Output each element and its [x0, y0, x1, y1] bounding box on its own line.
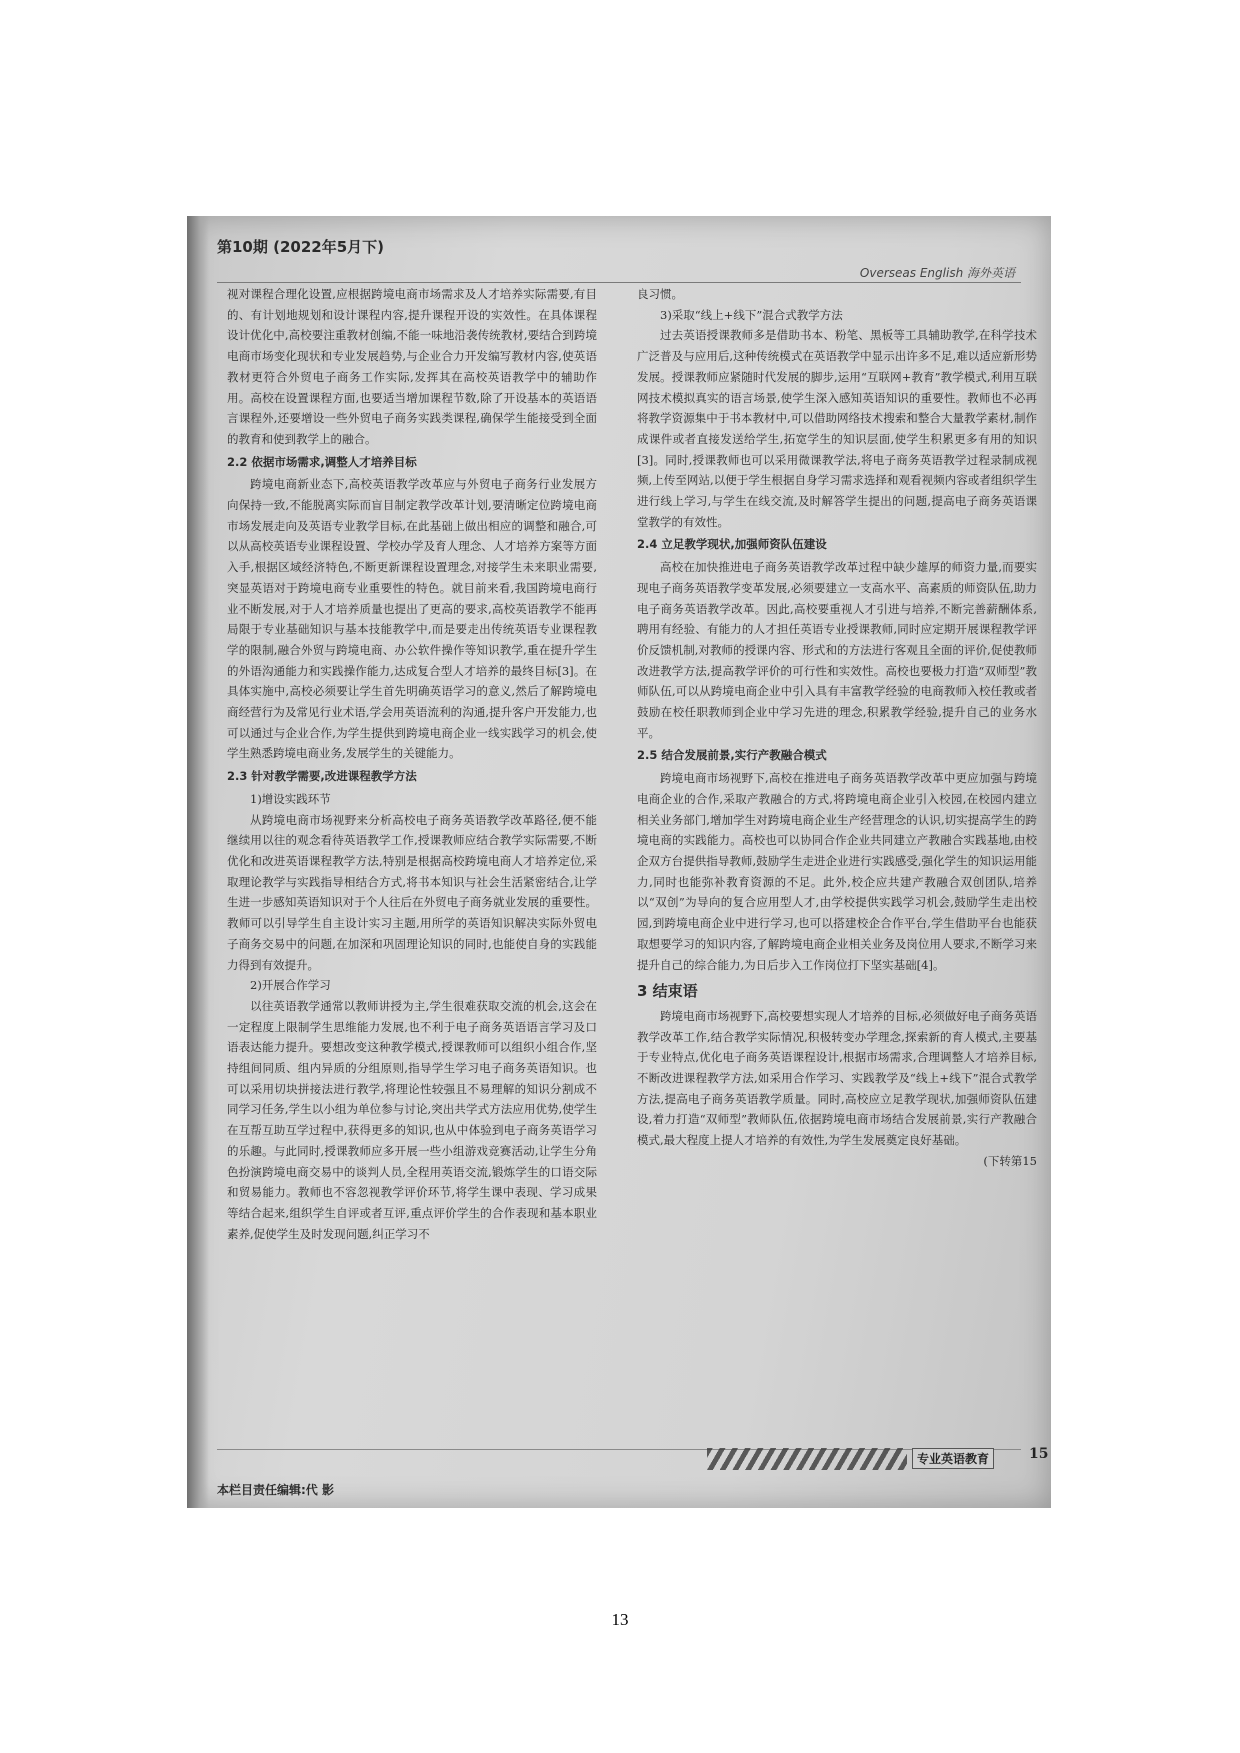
- magazine-photo: [187, 216, 1051, 1508]
- paragraph: 跨境电商市场视野下,高校在推进电子商务英语教学改革中更应加强与跨境电商企业的合作,采取产教融合的方式,将跨境电商企业引入校园,在校园内建立相关业务部门,增加学生对跨境电商企业生产经营理念的认识,切实提高学生的跨境电商的实践能力。高校也可以协同合作企业共同建立产教融合实践基地,由校企双方台提供指导教师,鼓励学生走进企业进行实践感受,强化学生的知识运用能力,同时也能弥补教育资源的不足。此外,校企应共建产教融合双创团队,培养以“双创”为导向的复合应用型人才,由学校提供实践学习机会,鼓励学生走出校园,到跨境电商企业中进行学习,也可以搭建校企合作平台,学生借助平台也能获取想要学习的知识内容,了解跨境电商企业相关业务及岗位用人要求,不断学习来提升自己的综合能力,为日后步入工作岗位打下坚实基础[4]。: [637, 771, 1037, 972]
- header-rule: [217, 282, 1021, 283]
- paragraph: 过去英语授课教师多是借助书本、粉笔、黑板等工具辅助教学,在科学技术广泛普及与应用后,这种传统模式在英语教学中显示出许多不足,难以适应新形势发展。授课教师应紧随时代发展的脚步,运用“互联网+教育”教学模式,利用互联网技术模拟真实的语言场景,使学生深入感知英语知识的重要性。教师也不必再将教学资源集中于书本教材中,可以借助网络技术搜索和整合大量教学素材,制作成课件或者直接发送给学生,拓宽学生的知识层面,使学生积累更多有用的知识[3]。同时,授课教师也可以采用微课教学法,将电子商务英语教学过程录制成视频,上传至网站,以便于学生根据自身学习需求选择和观看视频内容或者组织学生进行线上学习,与学生在线交流,及时解答学生提出的问题,提高电子商务英语课堂教学的有效性。: [637, 328, 1037, 529]
- paragraph: 从跨境电商市场视野来分析高校电子商务英语教学改革路径,便不能继续用以往的观念看待英语教学工作,授课教师应结合教学实际需要,不断优化和改进英语课程教学方法,特别是根据高校跨境电商人才培养定位,采取理论教学与实践指导相结合方式,将书本知识与社会生活紧密结合,让学生进一步感知英语知识对于个人往后在外贸电子商务就业发展的重要性。教师可以引导学生自主设计实习主题,用所学的英语知识解决实际外贸电子商务交易中的问题,在加深和巩固理论知识的同时,也能使自身的实践能力得到有效提升。: [227, 812, 597, 972]
- journal-title: Overseas English 海外英语: [859, 266, 1015, 280]
- section-heading-3: 3 结束语: [637, 982, 698, 1001]
- magazine-page-number: 15: [1029, 1446, 1049, 1462]
- footer-brand: 专业英语教育: [912, 1448, 994, 1469]
- paragraph: 以往英语教学通常以教师讲授为主,学生很难获取交流的机会,这会在一定程度上限制学生思维能力发展,也不利于电子商务英语语言学习及口语表达能力提升。要想改变这种教学模式,授课教师可以组织小组合作,坚持组间同质、组内异质的分组原则,指导学生学习电子商务英语知识。也可以采用切块拼接法进行教学,将理论性较强且不易理解的知识分割成不同学习任务,学生以小组为单位参与讨论,突出共学式方法应用优势,使学生在互帮互助互学过程中,获得更多的知识,也从中体验到电子商务英语学习的乐趣。与此同时,授课教师应多开展一些小组游戏竞赛活动,让学生分角色扮演跨境电商交易中的谈判人员,全程用英语交流,锻炼学生的口语交际和贸易能力。教师也不容忽视教学评价环节,将学生课中表现、学习成果等结合起来,组织学生自评或者互评,重点评价学生的合作表现和基本职业素养,促使学生及时发现问题,纠正学习不: [227, 998, 597, 1241]
- paragraph: 跨境电商新业态下,高校英语教学改革应与外贸电子商务行业发展方向保持一致,不能脱离实际而盲目制定教学改革计划,要清晰定位跨境电商市场发展走向及英语专业教学目标,在此基础上做出相应的调整和融合,可以从高校英语专业课程设置、学校办学及育人理念、人才培养方案等方面入手,根据区域经济特色,不断更新课程设置理念,对接学生未来职业需要,突显英语对于跨境电商专业重要性的特色。就目前来看,我国跨境电商行业不断发展,对于人才培养质量也提出了更高的要求,高校英语教学不能再局限于专业基础知识与基本技能教学中,而是要走出传统英语专业课程教学的限制,融合外贸与跨境电商、办公软件操作等知识教学,重在提升学生的外语沟通能力和实践操作能力,达成复合型人才培养的最终目标[3]。在具体实施中,高校必须要让学生首先明确英语学习的意义,然后了解跨境电商经营行为及常见行业术语,学会用英语流利的沟通,提升客户开发能力,也可以通过与企业合作,为学生提供到跨境电商企业一线实践学习的机会,使学生熟悉跨境电商业务,发展学生的关键能力。: [227, 477, 597, 761]
- subheading: 3)采取“线上+线下”混合式教学方法: [660, 307, 843, 322]
- issue-label: 第10期 (2022年5月下): [217, 238, 384, 256]
- left-column: [227, 284, 597, 1244]
- subheading: 2)开展合作学习: [250, 978, 331, 993]
- paragraph: 视对课程合理化设置,应根据跨境电商市场需求及人才培养实际需要,有目的、有计划地规划和设计课程内容,提升课程开设的实效性。在具体课程设计优化中,高校要注重教材创编,不能一味地沿袭传统教材,要结合到跨境电商市场变化现状和专业发展趋势,与企业合力开发编写教材内容,使英语教材更符合外贸电子商务工作实际,发挥其在高校英语教学中的辅助作用。高校在设置课程方面,也要适当增加课程节数,除了开设基本的英语语言课程外,还要增设一些外贸电子商务实践类课程,确保学生能接受到全面的教育和使到教学上的融合。: [227, 287, 597, 446]
- section-heading-2-2: 2.2 依据市场需求,调整人才培养目标: [227, 454, 417, 469]
- column-editor: 本栏目责任编辑:代 影: [217, 1483, 334, 1497]
- section-heading-2-4: 2.4 立足教学现状,加强师资队伍建设: [637, 537, 827, 552]
- paragraph: 高校在加快推进电子商务英语教学改革过程中缺少雄厚的师资力量,而要实现电子商务英语教学变革发展,必须要建立一支高水平、高素质的师资队伍,助力电子商务英语教学改革。因此,高校要重视人才引进与培养,不断完善薪酬体系,聘用有经验、有能力的人才担任英语专业授课教师,同时应定期开展课程教学评价反馈机制,对教师的授课内容、形式和的方法进行客观且全面的评价,促使教师改进教学方法,提高教学评价的可行性和实效性。高校也要极力打造“双师型”教师队伍,可以从跨境电商企业中引入具有丰富教学经验的电商教师入校任教或者鼓励在校任职教师到企业中学习先进的理念,积累教学经验,提升自己的业务水平。: [637, 560, 1037, 740]
- continued-note: (下转第15: [983, 1153, 1037, 1168]
- right-column: [637, 284, 1037, 1172]
- paragraph: 跨境电商市场视野下,高校要想实现人才培养的目标,必须做好电子商务英语教学改革工作,结合教学实际情况,积极转变办学理念,探索新的育人模式,主要基于专业特点,优化电子商务英语课程设计,根据市场需求,合理调整人才培养目标,不断改进课程教学方法,如采用合作学习、实践教学及“线上+线下”混合式教学方法,提高电子商务英语教学质量。同时,高校应立足教学现状,加强师资队伍建设,着力打造“双师型”教师队伍,依据跨境电商市场结合发展前景,实行产教融合模式,最大程度上提人才培养的有效性,为学生发展奠定良好基础。: [637, 1008, 1037, 1148]
- section-heading-2-5: 2.5 结合发展前景,实行产教融合模式: [637, 748, 827, 763]
- paragraph: 良习惯。: [637, 287, 683, 301]
- section-heading-2-3: 2.3 针对教学需要,改进课程教学方法: [227, 769, 417, 784]
- subheading: 1)增设实践环节: [250, 791, 331, 806]
- footer-stripes: [707, 1448, 907, 1470]
- page-number: 13: [611, 1610, 629, 1629]
